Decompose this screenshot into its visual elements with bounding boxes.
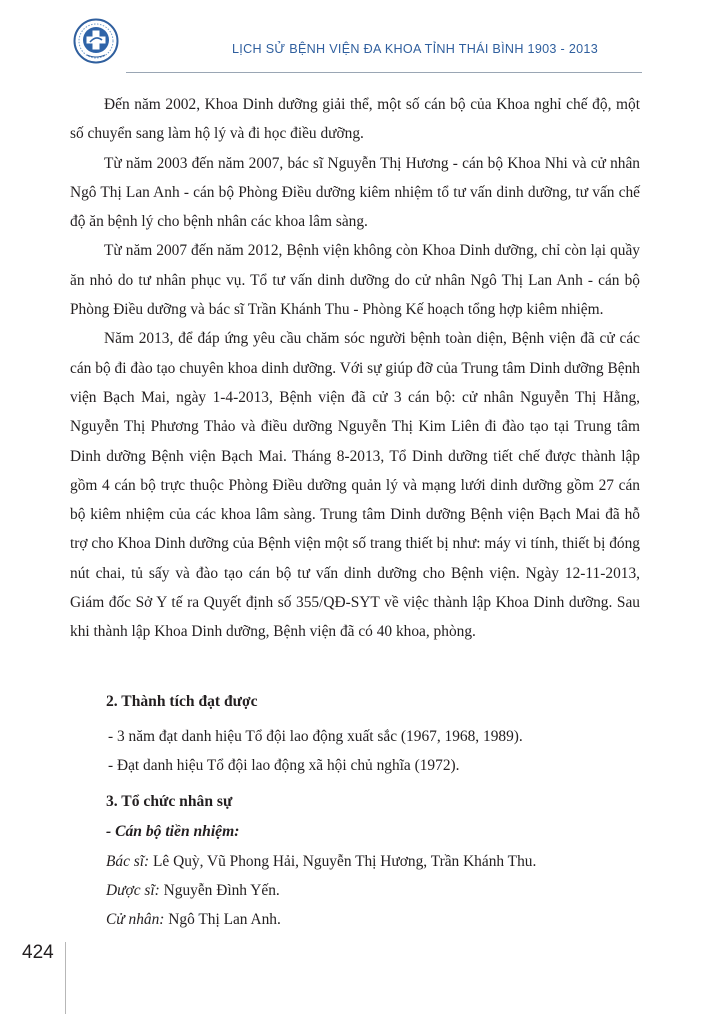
achievement-item: - 3 năm đạt danh hiệu Tổ đội lao động xuất sắc (1967, 1968, 1989). [108,728,523,745]
page-number-divider [65,942,66,1014]
staff-role: Dược sĩ: [106,882,160,899]
paragraph: Từ năm 2003 đến năm 2007, bác sĩ Nguyễn Thị Hương - cán bộ Khoa Nhi và cử nhân Ngô Thị Lan Anh - cán bộ Phòng Điều dưỡng kiêm nhiệm tổ tư vấn dinh dưỡng, tư vấn chế độ ăn bệnh lý cho bệnh nhân các khoa lâm sàng. [70,154,640,231]
page-number: 424 [22,942,54,963]
achievement-item: - Đạt danh hiệu Tổ đội lao động xã hội chủ nghĩa (1972). [108,757,460,774]
staff-names: Lê Quỳ, Vũ Phong Hải, Nguyễn Thị Hương, Trần Khánh Thu. [149,853,537,870]
staff-line-pharmacists [106,881,280,901]
paragraph: Đến năm 2002, Khoa Dinh dưỡng giải thể, một số cán bộ của Khoa nghỉ chế độ, một số chuyển sang làm hộ lý và đi học điều dưỡng. [70,96,640,143]
section-heading-achievements: 2. Thành tích đạt được [106,693,258,710]
staff-role: Bác sĩ: [106,853,150,870]
running-header-title: LỊCH SỬ BỆNH VIỆN ĐA KHOA TỈNH THÁI BÌNH 1903 - 2013 [232,42,599,56]
paragraph: Năm 2013, để đáp ứng yêu cầu chăm sóc người bệnh toàn diện, Bệnh viện đã cử các cán bộ đi đào tạo chuyên khoa dinh dưỡng. Với sự giúp đỡ của Trung tâm Dinh dưỡng Bệnh viện Bạch Mai, ngày 1-4-2013, Bệnh viện đã cử 3 cán bộ: cử nhân Nguyễn Thị Hằng, Nguyễn Thị Phương Thảo và điều dưỡng Nguyễn Thị Kim Liên đi đào tạo tại Trung tâm Dinh dưỡng Bệnh viện Bạch Mai. Tháng 8-2013, Tổ Dinh dưỡng tiết chế được thành lập gồm 4 cán bộ trực thuộc Phòng Điều dưỡng quản lý và mạng lưới dinh dưỡng gồm 27 cán bộ kiêm nhiệm của các khoa lâm sàng. Trung tâm Dinh dưỡng Bệnh viện Bạch Mai đã hỗ trợ cho Khoa Dinh dưỡng của Bệnh viện một số trang thiết bị như: máy vi tính, thiết bị đóng nút chai, tủ sấy và đào tạo cán bộ tư vấn dinh dưỡng cho Bệnh viện. Ngày 12-11-2013, Giám đốc Sở Y tế ra Quyết định số 355/QĐ-SYT về việc thành lập Khoa Dinh dưỡng. Sau khi thành lập Khoa Dinh dưỡng, Bệnh viện đã có 40 khoa, phòng. [70,330,640,641]
staff-names: Ngô Thị Lan Anh. [164,911,281,928]
staff-names: Nguyễn Đình Yến. [159,882,280,899]
section-heading-personnel: 3. Tổ chức nhân sự [106,793,233,810]
staff-role: Cử nhân: [106,911,165,928]
staff-line-doctors [106,852,536,872]
body-text [70,90,640,647]
staff-line-bachelors [106,910,281,930]
header-divider [126,72,642,73]
hospital-cross-emblem-icon [73,18,119,64]
former-staff-heading: - Cán bộ tiền nhiệm: [106,823,240,840]
paragraph: Từ năm 2007 đến năm 2012, Bệnh viện không còn Khoa Dinh dưỡng, chỉ còn lại quầy ăn nhỏ do tư nhân phục vụ. Tổ tư vấn dinh dưỡng do cử nhân Ngô Thị Lan Anh - cán bộ Phòng Điều dưỡng và bác sĩ Trần Khánh Thu - Phòng Kế hoạch tổng hợp kiêm nhiệm. [70,242,640,319]
